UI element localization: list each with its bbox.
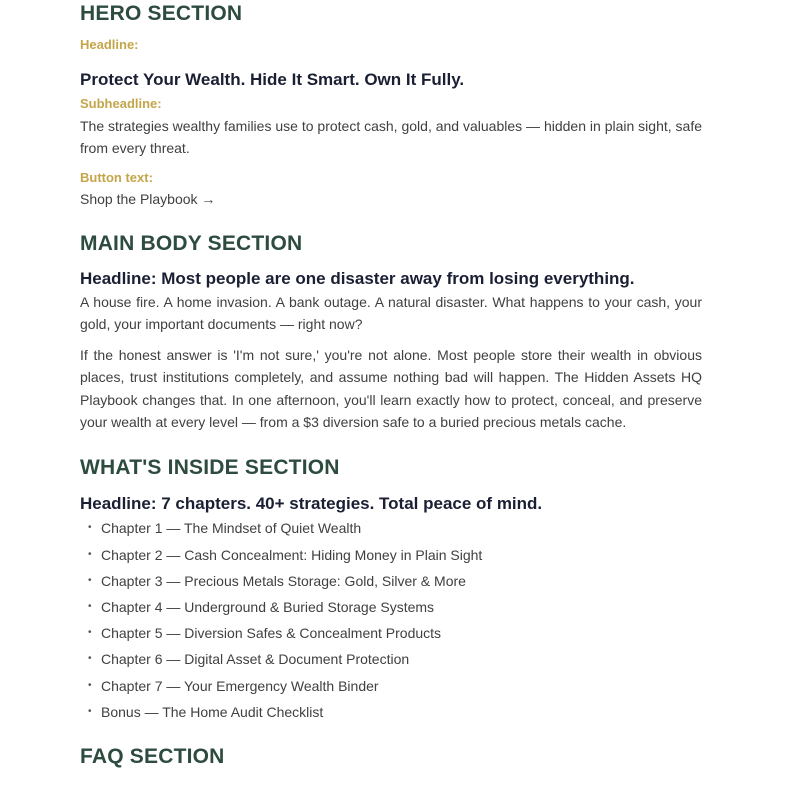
list-item xyxy=(80,620,702,646)
list-item xyxy=(80,699,702,725)
document-page xyxy=(80,0,702,770)
bullet-icon: • xyxy=(88,600,92,612)
hero-section-title: HERO SECTION xyxy=(80,2,243,25)
list-item-text: Chapter 4 — Underground & Buried Storage Systems xyxy=(101,598,435,615)
list-item xyxy=(80,515,702,541)
hero-button-label: Button text: xyxy=(80,169,153,185)
list-item-text: Chapter 3 — Precious Metals Storage: Gold, Silver & More xyxy=(101,572,466,589)
hero-headline-label: Headline: xyxy=(80,37,139,52)
bullet-icon: • xyxy=(88,653,92,665)
whats-inside-headline: Headline: 7 chapters. 40+ strategies. Total peace of mind. xyxy=(80,494,543,514)
list-item-text: Chapter 1 — The Mindset of Quiet Wealth xyxy=(101,520,362,537)
bullet-icon: • xyxy=(88,679,92,691)
list-item xyxy=(80,568,702,594)
main-body-section-title: MAIN BODY SECTION xyxy=(80,231,303,255)
list-item xyxy=(80,673,702,699)
main-body-paragraph-2: If the honest answer is 'I'm not sure,' you're not alone. Most people store their wealth in obvious places, trust institutions completely, and assume nothing bad will happen. The Hidden Assets HQ Playbook changes that. In one afternoon, you'll learn exactly how to protect, conceal, and preserve your wealth at every level — from a $3 diversion safe to a buried precious metals cache. xyxy=(80,347,702,431)
list-item-text: Chapter 2 — Cash Concealment: Hiding Money in Plain Sight xyxy=(101,546,483,563)
list-item-text: Bonus — The Home Audit Checklist xyxy=(101,703,324,720)
hero-headline: Protect Your Wealth. Hide It Smart. Own It Fully. xyxy=(80,70,465,89)
list-item-text: Chapter 5 — Diversion Safes & Concealment Products xyxy=(101,625,442,642)
bullet-icon: • xyxy=(88,574,92,586)
main-body-paragraph-1: A house fire. A home invasion. A bank outage. A natural disaster. What happens to your cash, your gold, your important documents — right now? xyxy=(80,293,702,332)
hero-subheadline-label: Subheadline: xyxy=(80,96,162,111)
hero-button-text: Shop the Playbook → xyxy=(80,190,216,207)
list-item-text: Chapter 6 — Digital Asset & Document Protection xyxy=(101,651,410,668)
list-item-text: Chapter 7 — Your Emergency Wealth Binder xyxy=(101,677,379,694)
hero-subheadline: The strategies wealthy families use to protect cash, gold, and valuables — hidden in plain sight, safe from every threat. xyxy=(80,118,702,157)
main-body-headline: Headline: Most people are one disaster away from losing everything. xyxy=(80,268,635,288)
list-item xyxy=(80,542,702,568)
chapter-list xyxy=(80,515,702,725)
bullet-icon: • xyxy=(88,548,92,560)
list-item xyxy=(80,594,702,620)
bullet-icon: • xyxy=(88,522,92,534)
faq-section-title: FAQ SECTION xyxy=(80,744,225,768)
whats-inside-section-title: WHAT'S INSIDE SECTION xyxy=(80,456,340,480)
bullet-icon: • xyxy=(88,705,92,717)
list-item xyxy=(80,646,702,672)
bullet-icon: • xyxy=(88,627,92,639)
